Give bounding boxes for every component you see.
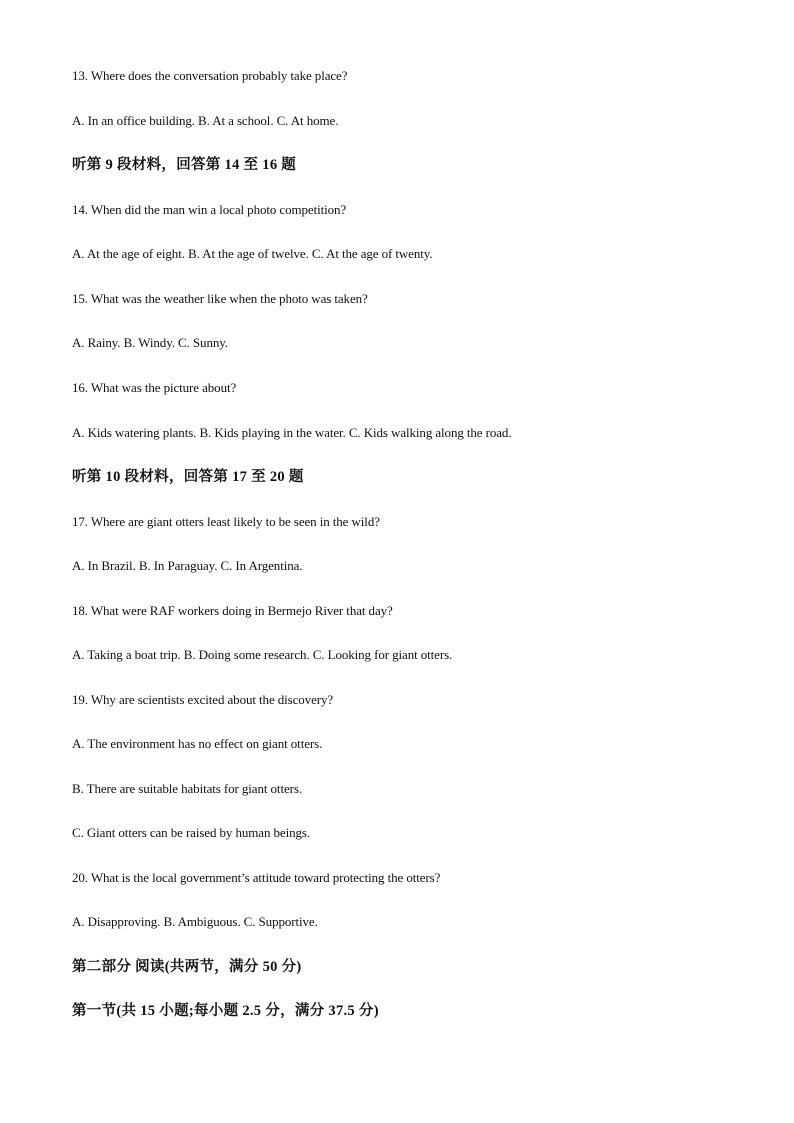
question-14: 14. When did the man win a local photo competition? xyxy=(72,202,347,217)
question-19: 19. Why are scientists excited about the discovery? xyxy=(72,692,334,707)
question-13-options: A. In an office building. B. At a school. C. At home. xyxy=(72,113,339,128)
part-two-heading: 第二部分 阅读(共两节，满分 50 分) xyxy=(72,959,302,975)
question-18: 18. What were RAF workers doing in Bermejo River that day? xyxy=(72,603,393,618)
question-16-options: A. Kids watering plants. B. Kids playing in the water. C. Kids walking along the road. xyxy=(72,425,512,440)
question-15-options: A. Rainy. B. Windy. C. Sunny. xyxy=(72,335,228,350)
question-15: 15. What was the weather like when the photo was taken? xyxy=(72,291,368,306)
section-heading-9: 听第 9 段材料，回答第 14 至 16 题 xyxy=(72,157,297,173)
question-17-options: A. In Brazil. B. In Paraguay. C. In Argentina. xyxy=(72,558,303,573)
question-19-option-b: B. There are suitable habitats for giant otters. xyxy=(72,781,302,796)
question-18-options: A. Taking a boat trip. B. Doing some research. C. Looking for giant otters. xyxy=(72,647,453,662)
question-16: 16. What was the picture about? xyxy=(72,380,237,395)
question-14-options: A. At the age of eight. B. At the age of twelve. C. At the age of twenty. xyxy=(72,246,433,261)
question-13: 13. Where does the conversation probably take place? xyxy=(72,68,348,83)
section-heading-10: 听第 10 段材料，回答第 17 至 20 题 xyxy=(72,469,304,485)
question-17: 17. Where are giant otters least likely to be seen in the wild? xyxy=(72,514,380,529)
question-20: 20. What is the local government’s attitude toward protecting the otters? xyxy=(72,870,441,885)
part-two-section-one-heading: 第一节(共 15 小题;每小题 2.5 分，满分 37.5 分) xyxy=(72,1003,379,1019)
question-20-options: A. Disapproving. B. Ambiguous. C. Supportive. xyxy=(72,914,318,929)
question-19-option-a: A. The environment has no effect on giant otters. xyxy=(72,736,323,751)
question-19-option-c: C. Giant otters can be raised by human beings. xyxy=(72,825,311,840)
